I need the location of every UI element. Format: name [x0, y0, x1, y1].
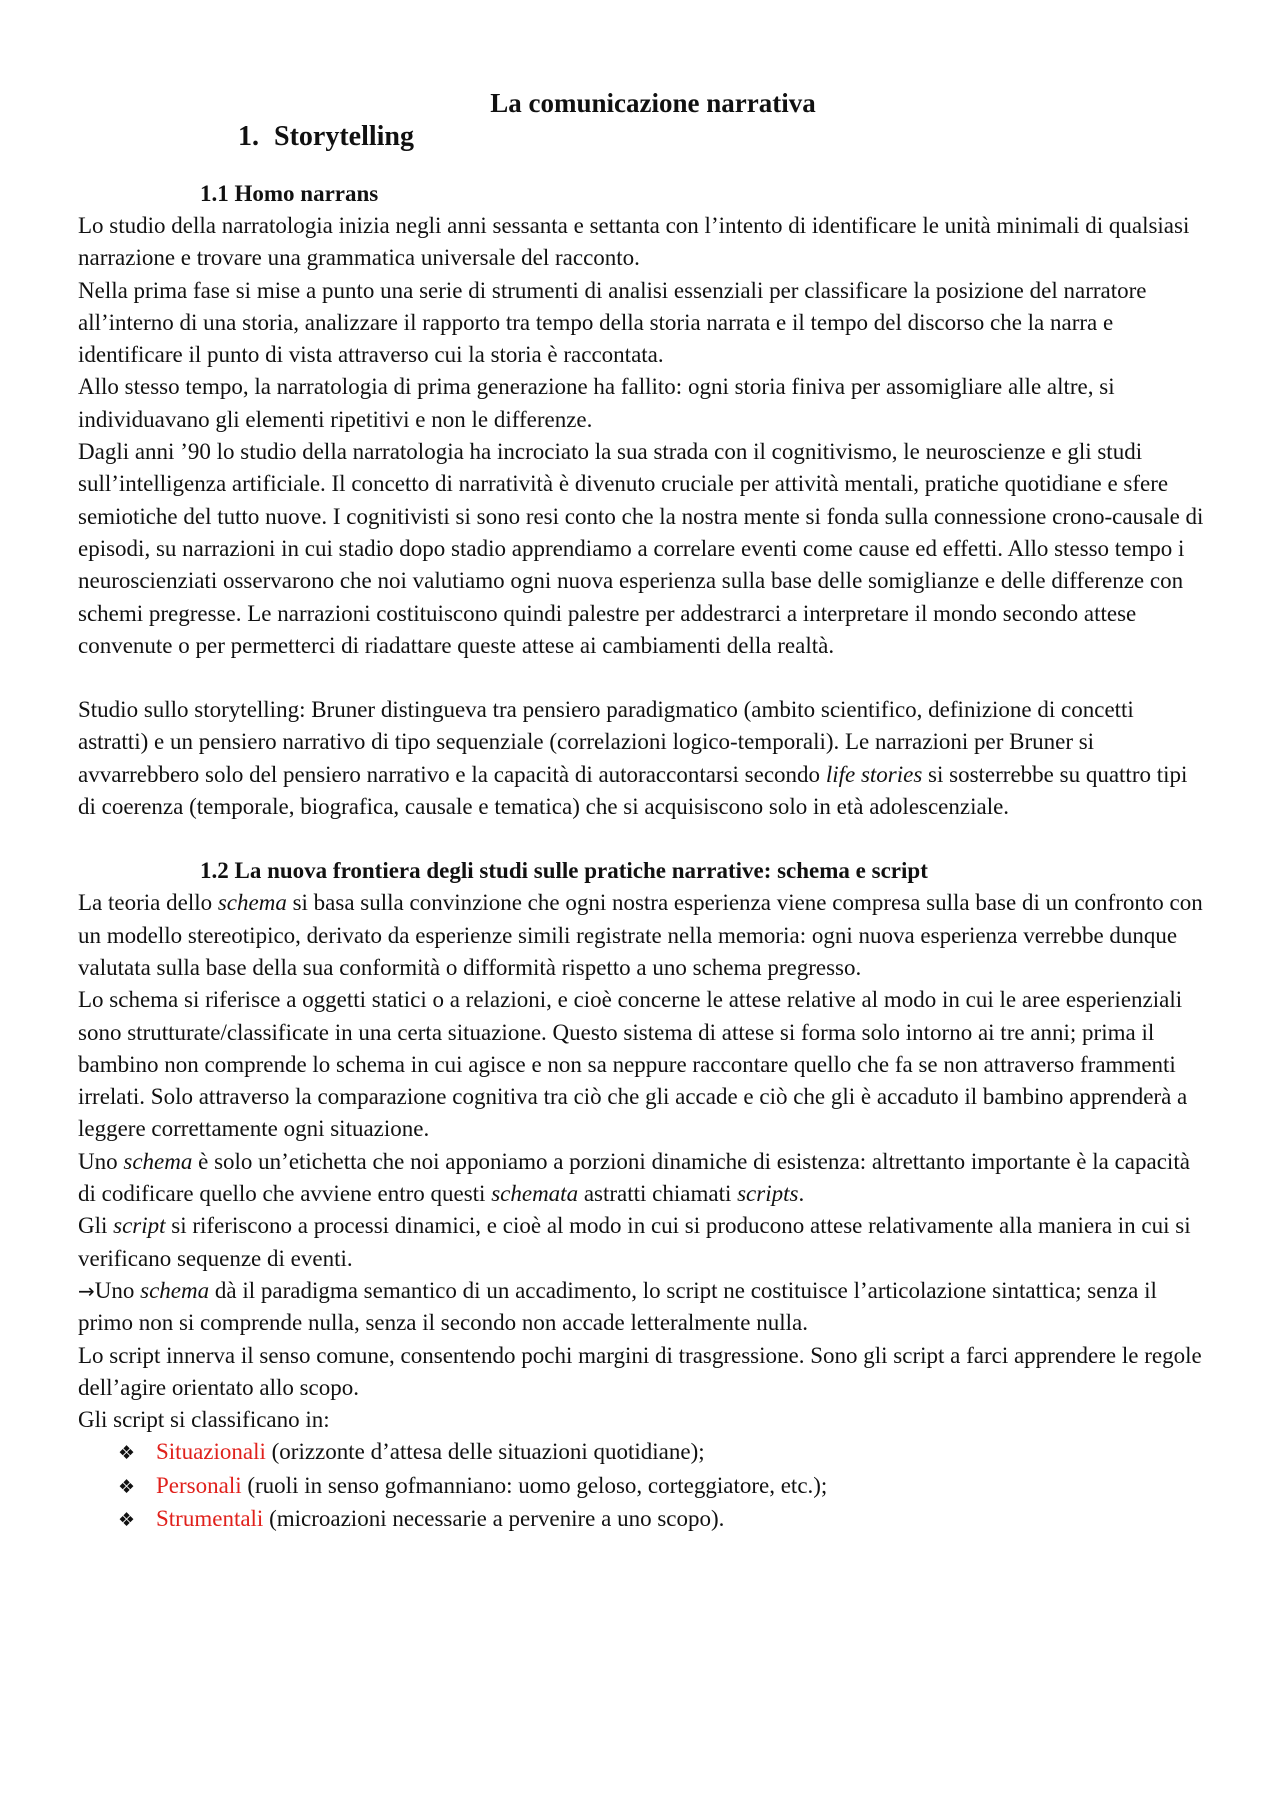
- list-item: ❖ Strumentali (microazioni necessarie a pervenire a uno scopo).: [118, 1503, 1208, 1536]
- paragraph: Gli script si classificano in:: [78, 1407, 330, 1433]
- list-term: Personali: [156, 1472, 242, 1498]
- list-item: ❖ Situazionali (orizzonte d’attesa delle situazioni quotidiane);: [118, 1436, 1208, 1469]
- list-term: Situazionali: [156, 1439, 266, 1465]
- chapter-heading: [78, 120, 1208, 154]
- chapter-title: Storytelling: [274, 121, 414, 152]
- chapter-number: 1.: [238, 121, 259, 152]
- diamond-bullet-icon: ❖: [118, 1475, 136, 1498]
- document-title: La comunicazione narrativa: [490, 88, 816, 118]
- section-heading-schema-script: 1.2 La nuova frontiera degli studi sulle pratiche narrative: schema e script: [200, 858, 928, 884]
- paragraph: →Uno schema dà il paradigma semantico di un accadimento, lo script ne costituisce l’articolazione sintattica; senza il primo non si comprende nulla, senza il secondo non accade letteralmente nulla.: [78, 1277, 1157, 1336]
- diamond-bullet-icon: ❖: [118, 1442, 136, 1465]
- paragraph: La teoria dello schema si basa sulla convinzione che ogni nostra esperienza viene compresa sulla base di un confronto con un modello stereotipico, derivato da esperienze simili registrate nella memoria: ogni nuova esperienza verrebbe dunque valutata sulla base della sua conformità o difformità rispetto a uno schema pregresso.: [78, 890, 1203, 980]
- list-item: ❖ Personali (ruoli in senso gofmanniano: uomo geloso, corteggiatore, etc.);: [118, 1470, 1208, 1503]
- spacer: [78, 662, 1208, 694]
- paragraph: Gli script si riferiscono a processi dinamici, e cioè al modo in cui si producono attese relativamente alla maniera in cui si verificano sequenze di eventi.: [78, 1213, 1191, 1271]
- list-term: Strumentali: [156, 1505, 264, 1531]
- paragraph-bruner: Studio sullo storytelling: Bruner distingueva tra pensiero paradigmatico (ambito scientifico, definizione di concetti astratti) e un pensiero narrativo di tipo sequenziale (correlazioni logico-temporali). Le narrazioni per Bruner si avvarrebbero solo del pensiero narrativo e la capacità di autoraccontarsi secondo life stories si sosterrebbe su quattro tipi di coerenza (temporale, biografica, causale e tematica) che si acquisiscono solo in età adolescenziale.: [78, 697, 1188, 820]
- diamond-bullet-icon: ❖: [118, 1508, 136, 1531]
- paragraph: Dagli anni ’90 lo studio della narratologia ha incrociato la sua strada con il cognitivismo, le neuroscienze e gli studi sull’intelligenza artificiale. Il concetto di narratività è divenuto cruciale per attività mentali, pratiche quotidiane e sfere semiotiche del tutto nuove. I cognitivisti si sono resi conto che la nostra mente si fonda sulla connessione crono-causale di episodi, su narrazioni in cui stadio dopo stadio apprendiamo a correlare eventi come cause ed effetti. Allo stesso tempo i neuroscienziati osservarono che noi valutiamo ogni nuova esperienza sulla base delle somiglianze e delle differenze con schemi pregresse. Le narrazioni costituiscono quindi palestre per addestrarci a interpretare il mondo secondo attese convenute o per permetterci di riadattare queste attese ai cambiamenti della realtà.: [78, 439, 1204, 658]
- paragraph: Allo stesso tempo, la narratologia di prima generazione ha fallito: ogni storia finiva per assomigliare alle altre, si individuavano gli elementi ripetitivi e non le differenze.: [78, 374, 1115, 432]
- script-types-list: [78, 1436, 1208, 1536]
- section-heading-homo-narrans: 1.1 Homo narrans: [200, 181, 379, 206]
- right-arrow-icon: →: [78, 1278, 95, 1303]
- paragraph: Lo schema si riferisce a oggetti statici o a relazioni, e cioè concerne le attese relative al modo in cui le aree esperienziali sono strutturate/classificate in una certa situazione. Questo sistema di attese si forma solo intorno ai tre anni; prima il bambino non comprende lo schema in cui agisce e non sa neppure raccontare quello che fa se non attraverso frammenti irrelati. Solo attraverso la comparazione cognitiva tra ciò che gli accade e ciò che gli è accaduto il bambino apprenderà a leggere correttamente ogni situazione.: [78, 987, 1188, 1142]
- paragraph: Uno schema è solo un’etichetta che noi apponiamo a porzioni dinamiche di esistenza: altrettanto importante è la capacità di codificare quello che avviene entro questi schemata astratti chiamati scripts.: [78, 1148, 1190, 1207]
- paragraph: Lo script innerva il senso comune, consentendo pochi margini di trasgressione. Sono gli script a farci apprendere le regole dell’agire orientato allo scopo.: [78, 1342, 1202, 1400]
- paragraph: Nella prima fase si mise a punto una serie di strumenti di analisi essenziali per classificare la posizione del narratore all’interno di una storia, analizzare il rapporto tra tempo della storia narrata e il tempo del discorso che la narra e identificare il punto di vista attraverso cui la storia è raccontata.: [78, 277, 1147, 368]
- paragraph: Lo studio della narratologia inizia negli anni sessanta e settanta con l’intento di identificare le unità minimali di qualsiasi narrazione e trovare una grammatica universale del racconto.: [78, 213, 1190, 271]
- spacer: [78, 823, 1208, 855]
